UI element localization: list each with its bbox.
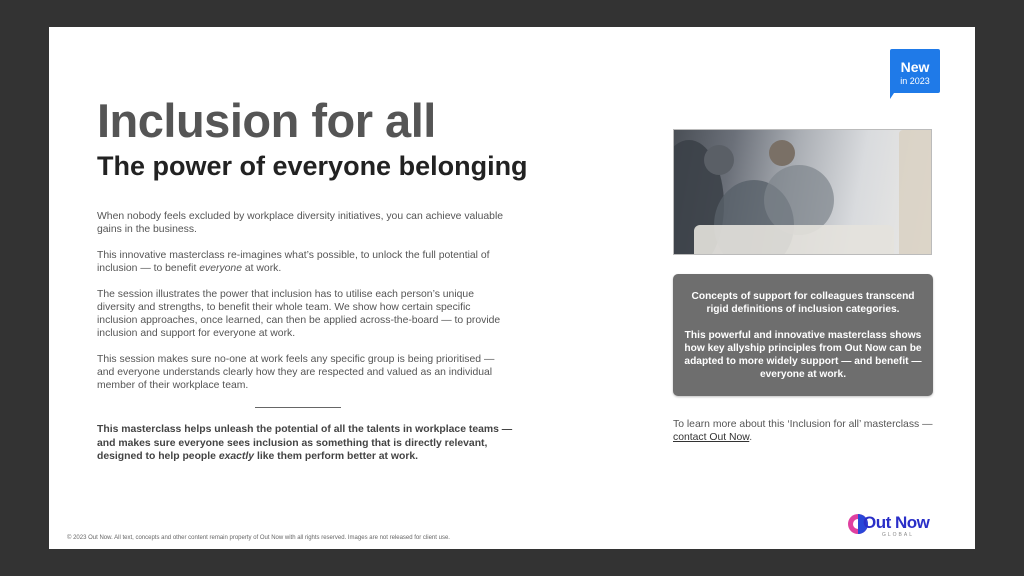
team-meeting-photo	[673, 129, 932, 255]
summary-text: This masterclass helps unleash the potential of all the talents in workplace teams — and makes sure everyone sees inclusion as something that is directly relevant, designed to help people exactly like them perform better at work.	[97, 424, 513, 462]
page-title: Inclusion for all	[97, 94, 436, 147]
callout-paragraph-2: This powerful and innovative masterclass shows how key allyship principles from Out Now can be adapted to more widely support — and benefit — everyone at work.	[684, 330, 922, 380]
slide	[49, 27, 975, 549]
copyright-footer: © 2023 Out Now. All text, concepts and other content remain property of Out Now with all rights reserved. Images are not released for client use.	[67, 535, 450, 541]
badge-year-label: in 2023	[900, 76, 930, 86]
learn-more-text: To learn more about this ‘Inclusion for all’ masterclass — contact Out Now.	[673, 419, 933, 443]
paragraph-2: This innovative masterclass re-imagines what’s possible, to unlock the full potential of inclusion — to benefit everyone at work.	[97, 250, 490, 274]
badge-tail	[890, 87, 898, 99]
callout-paragraph-1: Concepts of support for colleagues transcend rigid definitions of inclusion categories.	[691, 291, 915, 315]
badge-new-label: New	[900, 59, 930, 75]
out-now-logo	[848, 512, 938, 540]
paragraph-4: This session makes sure no-one at work feels any specific group is being prioritised — and everyone understands clearly how they are respected and valued as an individual member of their workplace team.	[97, 354, 495, 391]
paragraph-3: The session illustrates the power that inclusion has to utilise each person’s unique diversity and strengths, to benefit their whole team. We show how certain specific inclusion approaches, once learned, can then be applied across-the-board — to provide inclusion and support for everyone at work.	[97, 289, 501, 339]
page-subtitle: The power of everyone belonging	[97, 151, 528, 181]
paragraph-1: When nobody feels excluded by workplace diversity initiatives, you can achieve valuable gains in the business.	[97, 211, 504, 235]
contact-link[interactable]: contact Out Now	[673, 432, 750, 443]
body-text	[97, 210, 507, 405]
callout-box	[673, 274, 933, 396]
logo-subtext: GLOBAL	[882, 532, 915, 538]
logo-text: Out Now	[863, 513, 930, 532]
divider	[255, 407, 341, 408]
